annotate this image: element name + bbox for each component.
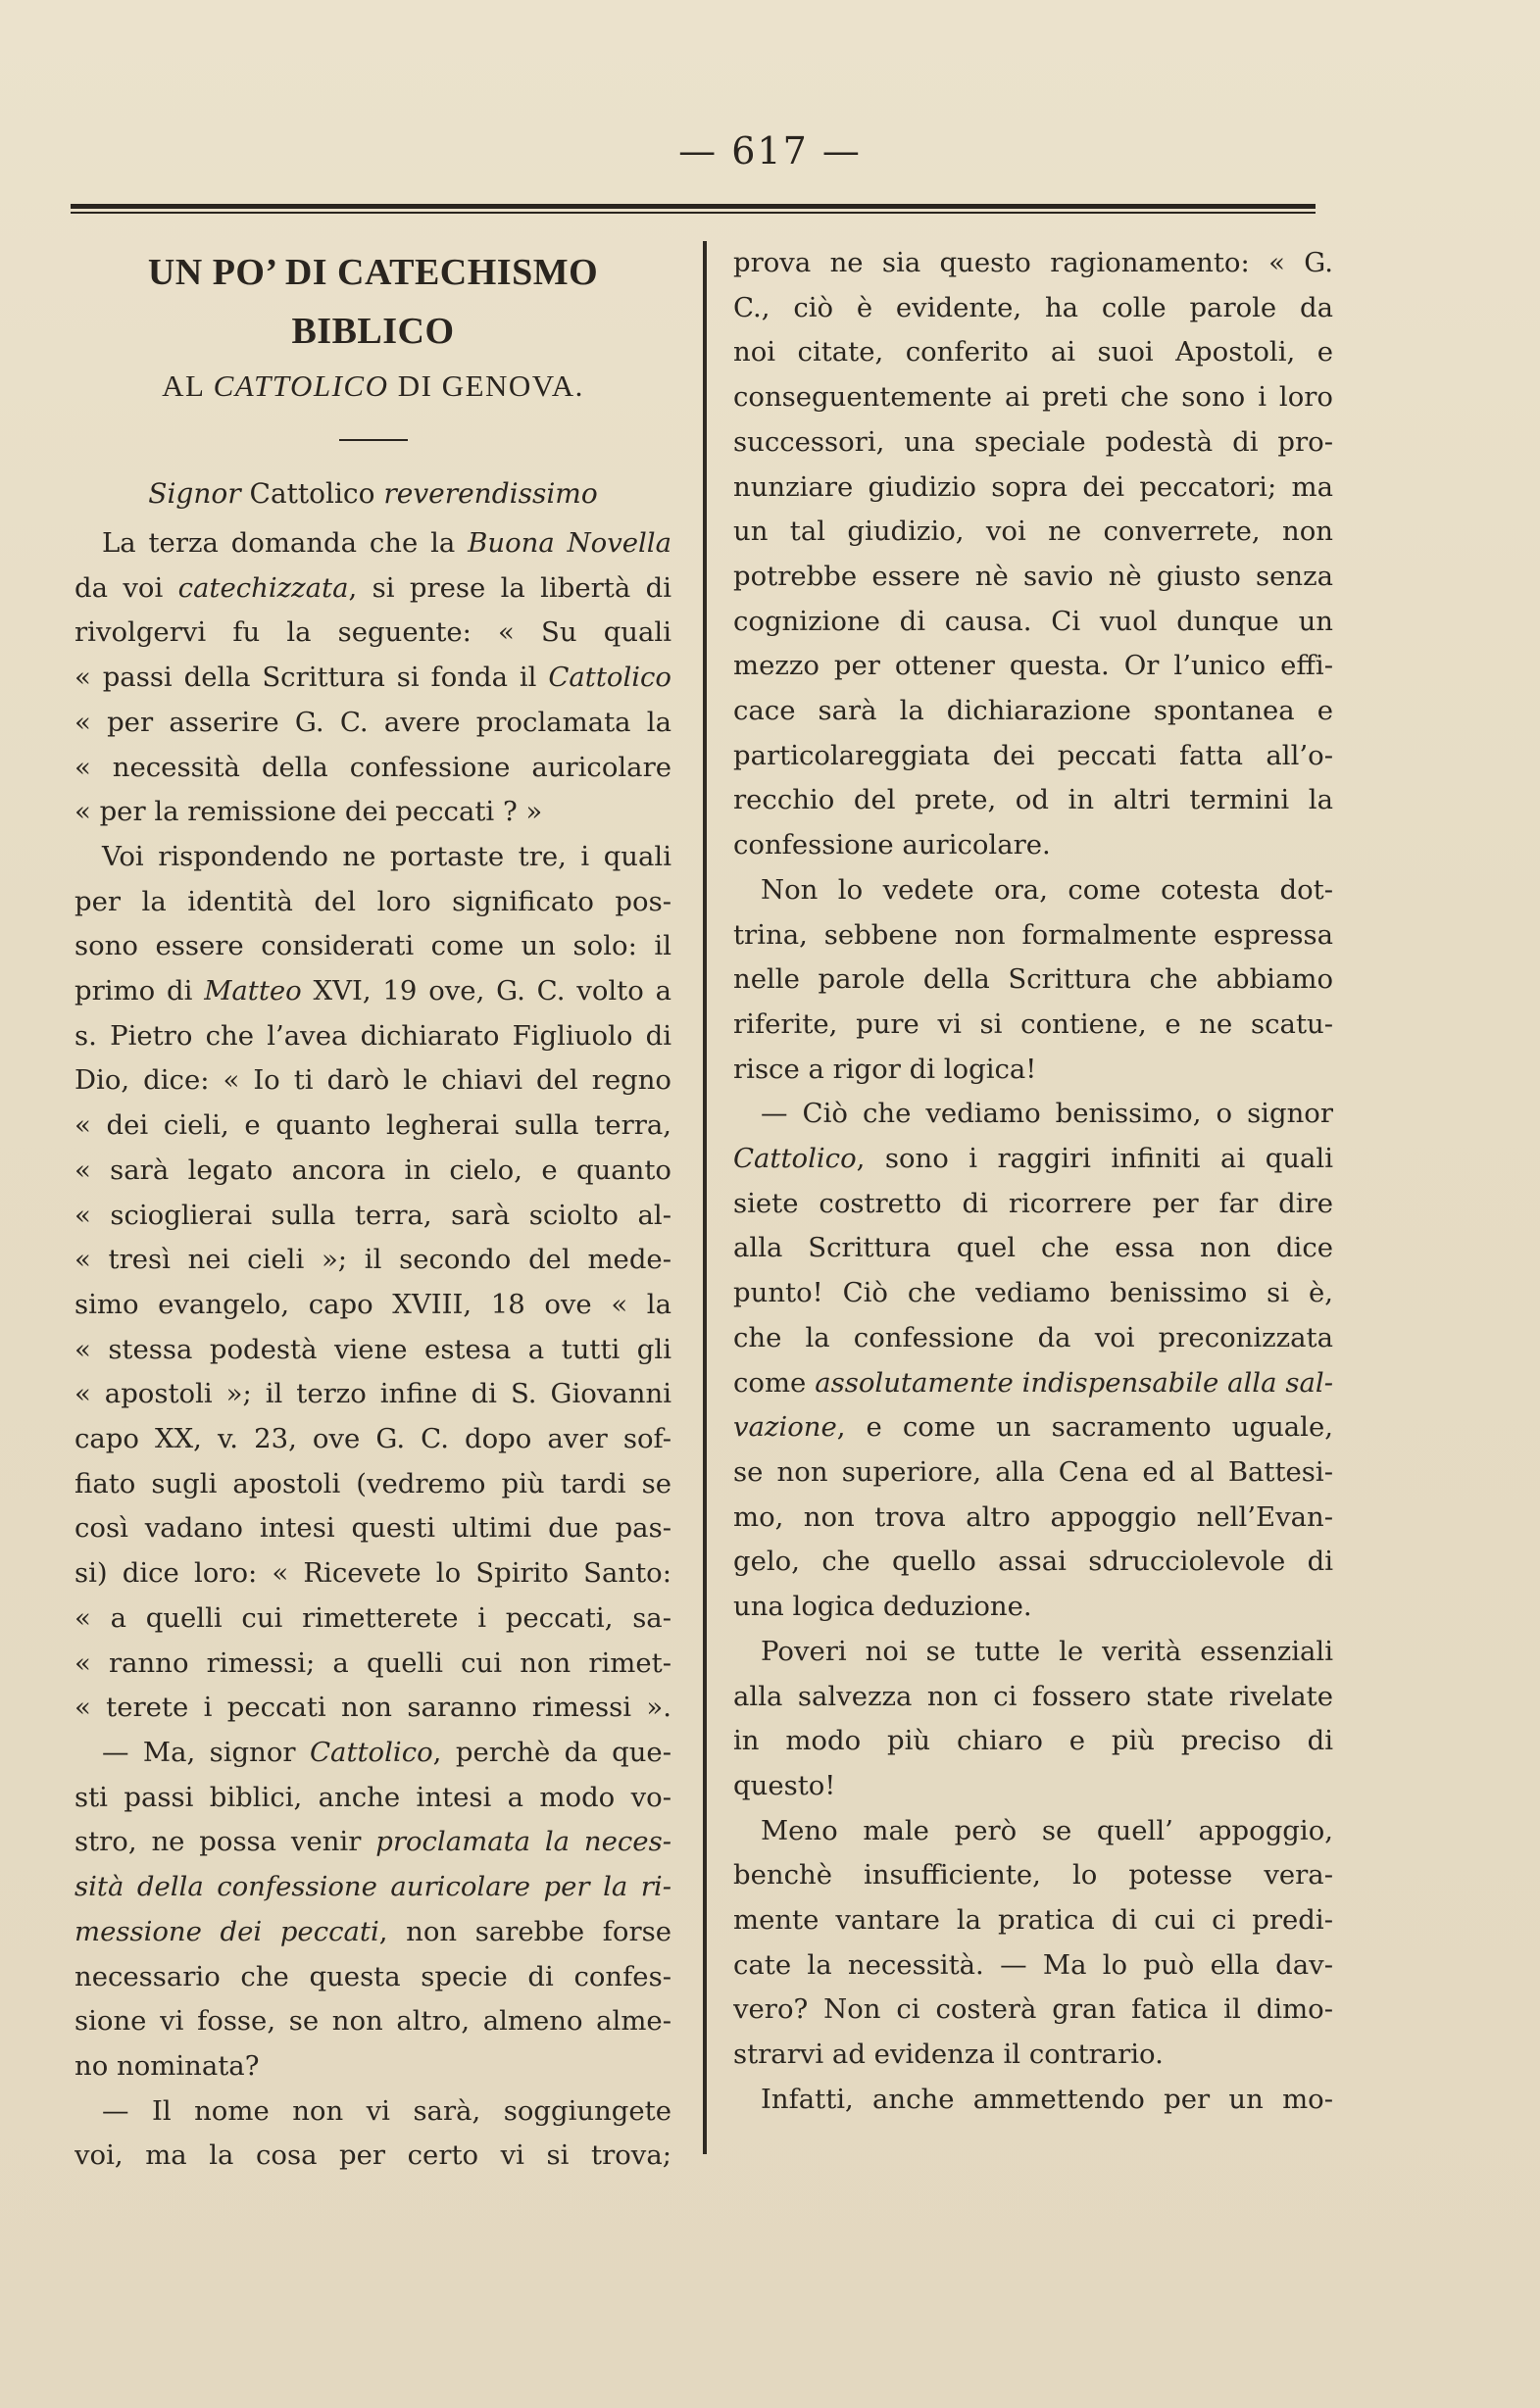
text-segment: gelo, che quello assai sdrucciolevole di: [733, 1546, 1333, 1578]
text-segment: un tal giudizio, voi ne converrete, non: [733, 516, 1333, 548]
text-line: [733, 2033, 1333, 2078]
italic-text: Buona Novella: [468, 527, 671, 559]
text-segment: « terete i peccati non saranno rimessi ».: [75, 1692, 671, 1724]
text-line: [75, 969, 671, 1014]
text-line: [75, 1372, 671, 1417]
text-line: [733, 1585, 1333, 1630]
text-segment: fiato sugli apostoli (vedremo più tardi se: [75, 1467, 671, 1499]
text-segment: voi, ma la cosa per certo vi si trova;: [75, 2139, 671, 2172]
text-segment: vero? Non ci costerà gran fatica il dimo-: [733, 1993, 1333, 2026]
text-segment: « per la remissione dei peccati ? »: [75, 796, 543, 828]
salutation: [75, 470, 671, 517]
text-segment: , si prese la libertà di: [348, 571, 671, 604]
text-segment: « per asserire G. C. avere proclamata la: [75, 706, 671, 738]
text-line: [733, 466, 1333, 511]
text-segment: rivolgervi fu la seguente: « Su quali: [75, 616, 671, 649]
salutation-text: Cattolico: [240, 477, 384, 510]
text-segment: cognizione di causa. Ci vuol dunque un: [733, 605, 1333, 637]
header-double-rule: [71, 204, 1316, 214]
text-line: [733, 375, 1333, 420]
article-subtitle: [75, 361, 671, 412]
text-segment: Meno male però se quell’ appoggio,: [761, 1814, 1333, 1846]
text-segment: « stessa podestà viene estesa a tutti gli: [75, 1333, 671, 1365]
italic-text: proclamata la neces-: [375, 1826, 671, 1858]
text-line: [733, 555, 1333, 600]
text-segment: — Ma, signor: [102, 1736, 311, 1768]
italic-text: Cattolico: [310, 1736, 433, 1768]
text-line: [733, 823, 1333, 868]
text-segment: s. Pietro che l’avea dichiarato Figliuolo di: [75, 1019, 671, 1052]
text-segment: come: [733, 1366, 816, 1399]
text-line: [75, 1910, 671, 1955]
text-line: [733, 958, 1333, 1003]
text-line: [733, 1271, 1333, 1316]
text-line: [75, 1328, 671, 1373]
left-column-body: [75, 521, 671, 2179]
text-line: [75, 1686, 671, 1731]
text-line: [733, 420, 1333, 466]
text-segment: « scioglierai sulla terra, sarà sciolto al-: [75, 1199, 671, 1231]
text-segment: — Ciò che vediamo benissimo, o signor: [761, 1098, 1333, 1130]
text-segment: « ranno rimessi; a quelli cui non rimet-: [75, 1646, 671, 1679]
text-line: [75, 835, 671, 880]
text-segment: Poveri noi se tutte le verità essenziali: [761, 1635, 1333, 1667]
text-line: [733, 1630, 1333, 1675]
text-line: [733, 241, 1333, 286]
text-line: [733, 1898, 1333, 1943]
subtitle-prefix: AL: [162, 369, 214, 403]
text-line: [733, 1764, 1333, 1809]
text-segment: benchè insufficiente, lo potesse vera-: [733, 1859, 1333, 1892]
text-segment: questo!: [733, 1769, 836, 1801]
text-segment: simo evangelo, capo XVIII, 18 ove « la: [75, 1288, 671, 1320]
text-segment: capo XX, v. 23, ove G. C. dopo aver sof-: [75, 1423, 671, 1455]
italic-text: Cattolico: [733, 1143, 857, 1175]
text-segment: prova ne sia questo ragionamento: « G.: [733, 247, 1333, 278]
text-segment: alla Scrittura quel che essa non dice: [733, 1232, 1333, 1264]
text-segment: da voi: [75, 571, 178, 604]
text-segment: sono essere considerati come un solo: il: [75, 930, 671, 962]
text-segment: primo di: [75, 975, 205, 1007]
text-line: [733, 1496, 1333, 1541]
text-line: [75, 1506, 671, 1551]
text-line: [733, 1405, 1333, 1450]
text-segment: , e come un sacramento uguale,: [836, 1411, 1333, 1444]
text-line: [75, 1462, 671, 1507]
text-segment: sione vi fosse, se non altro, almeno alme-: [75, 2005, 671, 2038]
text-segment: nelle parole della Scrittura che abbiamo: [733, 963, 1333, 996]
text-segment: , non sarebbe forse: [378, 1915, 671, 1947]
subtitle-italic: CATTOLICO: [213, 369, 389, 403]
text-line: [733, 2078, 1333, 2123]
text-segment: « passi della Scrittura si fonda il: [75, 662, 549, 694]
column-divider: [703, 241, 707, 2154]
text-segment: « necessità della confessione auricolare: [75, 751, 671, 783]
text-line: [75, 1058, 671, 1104]
text-line: [733, 1540, 1333, 1585]
text-line: [75, 611, 671, 656]
page-number: — 617 —: [678, 129, 862, 172]
text-segment: « a quelli cui rimetterete i peccati, sa-: [75, 1601, 671, 1634]
text-line: [733, 1719, 1333, 1764]
text-segment: conseguentemente ai preti che sono i loro: [733, 381, 1333, 414]
italic-text: vazione: [733, 1411, 837, 1444]
text-segment: riferite, pure vi si contiene, e ne scatu-: [733, 1007, 1333, 1040]
text-line: [733, 644, 1333, 689]
text-segment: risce a rigor di logica!: [733, 1053, 1037, 1085]
text-segment: successori, una speciale podestà di pro-: [733, 425, 1333, 458]
text-line: [733, 913, 1333, 958]
text-line: [733, 600, 1333, 645]
text-segment: — Il nome non vi sarà, soggiungete: [102, 2094, 671, 2127]
text-line: [733, 1675, 1333, 1720]
text-line: [75, 1999, 671, 2044]
text-line: [75, 1104, 671, 1149]
text-line: [75, 1417, 671, 1462]
text-line: [75, 1283, 671, 1328]
text-line: [733, 1853, 1333, 1898]
text-segment: una logica deduzione.: [733, 1591, 1032, 1623]
text-line: [733, 1316, 1333, 1361]
text-segment: recchio del prete, od in altri termini la: [733, 784, 1333, 816]
text-segment: sti passi biblici, anche intesi a modo vo-: [75, 1781, 671, 1813]
text-line: [733, 1048, 1333, 1093]
text-line: [733, 330, 1333, 375]
text-line: [75, 1238, 671, 1283]
text-segment: potrebbe essere nè savio nè giusto senza: [733, 560, 1333, 592]
text-segment: trina, sebbene non formalmente espressa: [733, 918, 1333, 951]
text-segment: confessione auricolare.: [733, 829, 1051, 861]
text-line: [75, 566, 671, 612]
text-segment: strarvi ad evidenza il contrario.: [733, 2039, 1164, 2071]
text-segment: , perchè da que-: [432, 1736, 671, 1768]
text-line: [75, 1014, 671, 1059]
text-line: [733, 1226, 1333, 1271]
italic-text: assolutamente indispensabile alla sal-: [815, 1366, 1333, 1399]
text-segment: punto! Ciò che vediamo benissimo si è,: [733, 1277, 1333, 1309]
text-segment: che la confessione da voi preconizzata: [733, 1321, 1333, 1353]
text-line: [733, 868, 1333, 913]
text-segment: alla salvezza non ci fossero state rivelate: [733, 1680, 1333, 1712]
text-line: [75, 2134, 671, 2179]
text-line: [75, 656, 671, 701]
text-line: [733, 1450, 1333, 1496]
text-line: [733, 1943, 1333, 1989]
text-segment: no nominata?: [75, 2049, 260, 2082]
text-line: [75, 1194, 671, 1239]
text-line: [733, 778, 1333, 823]
italic-text: messione dei peccati: [75, 1915, 379, 1947]
text-segment: in modo più chiaro e più preciso di: [733, 1725, 1333, 1757]
text-line: [75, 1642, 671, 1687]
text-segment: particolareggiata dei peccati fatta all’o-: [733, 739, 1333, 771]
text-segment: C., ciò è evidente, ha colle parole da: [733, 291, 1333, 323]
right-column: [733, 241, 1333, 2123]
text-line: [75, 1865, 671, 1910]
text-line: [733, 1003, 1333, 1048]
italic-text: sità della confessione auricolare per la ri-: [75, 1871, 671, 1903]
text-line: [75, 880, 671, 925]
text-line: [75, 2089, 671, 2135]
text-segment: necessario che questa specie di confes-: [75, 1960, 671, 1992]
text-segment: se non superiore, alla Cena ed al Battesi-: [733, 1455, 1333, 1488]
text-line: [733, 689, 1333, 734]
text-segment: , sono i raggiri infiniti ai quali: [856, 1143, 1333, 1175]
text-line: [75, 1731, 671, 1776]
text-line: [75, 1551, 671, 1597]
text-segment: « apostoli »; il terzo infine di S. Giovanni: [75, 1378, 671, 1410]
text-line: [733, 1092, 1333, 1137]
salutation-italic-1: Signor: [148, 477, 241, 510]
text-segment: mezzo per ottener questa. Or l’unico effi-: [733, 650, 1333, 682]
text-segment: « dei cieli, e quanto legherai sulla terra,: [75, 1109, 671, 1142]
italic-text: Matteo: [204, 975, 302, 1007]
subtitle-suffix: DI GENOVA.: [388, 369, 584, 403]
italic-text: catechizzata: [177, 571, 349, 604]
text-segment: Infatti, anche ammettendo per un mo-: [761, 2083, 1333, 2115]
text-segment: mente vantare la pratica di cui ci predi-: [733, 1904, 1333, 1937]
text-line: [75, 1776, 671, 1821]
text-line: [75, 2044, 671, 2089]
text-segment: La terza domanda che la: [102, 527, 469, 559]
text-line: [733, 1182, 1333, 1227]
text-line: [733, 1988, 1333, 2033]
text-line: [75, 746, 671, 791]
text-segment: Dio, dice: « Io ti darò le chiavi del regno: [75, 1064, 671, 1097]
text-segment: noi citate, conferito ai suoi Apostoli, e: [733, 336, 1333, 369]
text-line: [733, 734, 1333, 779]
text-line: [75, 1820, 671, 1865]
text-line: [75, 521, 671, 566]
text-line: [75, 924, 671, 969]
text-segment: XVI, 19 ove, G. C. volto a: [301, 975, 671, 1007]
article-title: UN PO’ DI CATECHISMO BIBLICO: [147, 252, 599, 352]
text-line: [733, 286, 1333, 331]
text-segment: stro, ne possa venir: [75, 1826, 376, 1858]
text-line: [733, 1809, 1333, 1854]
left-column: [75, 241, 671, 2179]
text-line: [733, 1361, 1333, 1406]
text-segment: cate la necessità. — Ma lo può ella dav-: [733, 1948, 1333, 1981]
text-segment: per la identità del loro significato pos-: [75, 885, 671, 917]
text-line: [75, 1597, 671, 1642]
text-line: [733, 1137, 1333, 1182]
text-segment: cace sarà la dichiarazione spontanea e: [733, 695, 1333, 727]
salutation-italic-2: reverendissimo: [383, 477, 598, 510]
text-line: [733, 510, 1333, 555]
text-segment: così vadano intesi questi ultimi due pas-: [75, 1512, 671, 1545]
text-segment: si) dice loro: « Ricevete lo Spirito Santo:: [75, 1557, 671, 1590]
text-segment: « sarà legato ancora in cielo, e quanto: [75, 1154, 671, 1186]
text-line: [75, 790, 671, 835]
italic-text: Cattolico: [548, 662, 671, 694]
text-segment: Voi rispondendo ne portaste tre, i quali: [102, 840, 671, 872]
text-segment: nunziare giudizio sopra dei peccatori; ma: [733, 470, 1333, 503]
title-separator-rule: [339, 439, 408, 441]
text-segment: Non lo vedete ora, come cotesta dot-: [761, 873, 1333, 906]
text-line: [75, 1149, 671, 1194]
right-column-body: [733, 241, 1333, 2123]
text-segment: mo, non trova altro appoggio nell’Evan-: [733, 1500, 1333, 1533]
text-segment: siete costretto di ricorrere per far dire: [733, 1187, 1333, 1219]
text-line: [75, 1955, 671, 2000]
text-segment: « tresì nei cieli »; il secondo del mede-: [75, 1244, 671, 1276]
text-line: [75, 701, 671, 746]
